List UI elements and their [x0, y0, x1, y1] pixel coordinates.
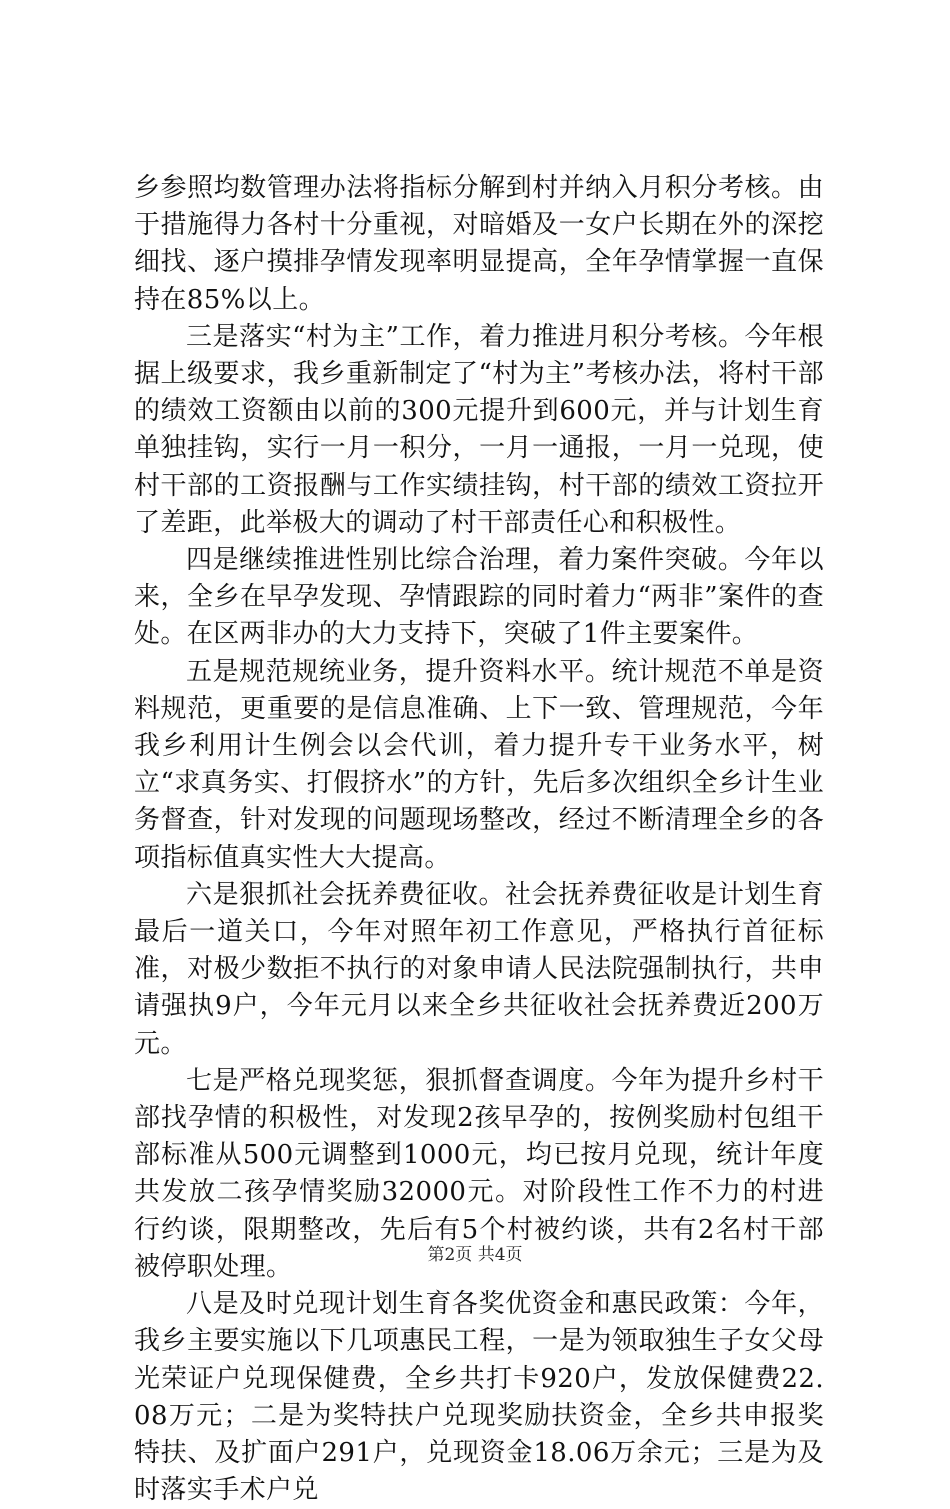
paragraph-item-5: 五是规范规统业务，提升资料水平。统计规范不单是资料规范，更重要的是信息准确、上下一致、管理规范，今年我乡利用计生例会以会代训，着力提升专干业务水平，树立“求真务实、打假挤水”的方针，先后多次组织全乡计生业务督查，针对发现的问题现场整改，经过不断清理全乡的各项指标值真实性大大提高。 [134, 656, 824, 873]
paragraph-item-7: 七是严格兑现奖惩，狠抓督查调度。今年为提升乡村干部找孕情的积极性，对发现2孩早孕的，按例奖励村包组干部标准从500元调整到1000元，均已按月兑现，统计年度共发放二孩孕情奖励32000元。对阶段性工作不力的村进行约谈，限期整改，先后有5个村被约谈，共有2名村干部被停职处理。 [134, 1065, 824, 1282]
paragraph-item-8: 八是及时兑现计划生育各奖优资金和惠民政策：今年，我乡主要实施以下几项惠民工程，一是为领取独生子女父母光荣证户兑现保健费，全乡共打卡920户，发放保健费22.08万元；二是为奖特扶户兑现奖励扶资金，全乡共申报奖特扶、及扩面户291户，兑现资金18.06万余元；三是为及时落实手术户兑 [134, 1289, 824, 1506]
paragraph-item-6: 六是狠抓社会抚养费征收。社会抚养费征收是计划生育最后一道关口，今年对照年初工作意见，严格执行首征标准，对极少数拒不执行的对象申请人民法院强制执行，共申请强执9户，今年元月以来全乡共征收社会抚养费近200万元。 [134, 879, 824, 1059]
page-number-footer: 第2页 共4页 [427, 1245, 523, 1265]
paragraph-item-4: 四是继续推进性别比综合治理，着力案件突破。今年以来，全乡在早孕发现、孕情跟踪的同时着力“两非”案件的查处。在区两非办的大力支持下，突破了1件主要案件。 [134, 545, 824, 650]
paragraph-continued: 乡参照均数管理办法将指标分解到村并纳入月积分考核。由于措施得力各村十分重视，对暗婚及一女户长期在外的深挖细找、逐户摸排孕情发现率明显提高，全年孕情掌握一直保持在85%以上。 [134, 173, 824, 315]
paragraph-item-3: 三是落实“村为主”工作，着力推进月积分考核。今年根据上级要求，我乡重新制定了“村为主”考核办法，将村干部的绩效工资额由以前的300元提升到600元，并与计划生育单独挂钩，实行一月一积分，一月一通报，一月一兑现，使村干部的工资报酬与工作实绩挂钩，村干部的绩效工资拉开了差距，此举极大的调动了村干部责任心和积极性。 [134, 321, 824, 538]
document-body [134, 170, 824, 1509]
